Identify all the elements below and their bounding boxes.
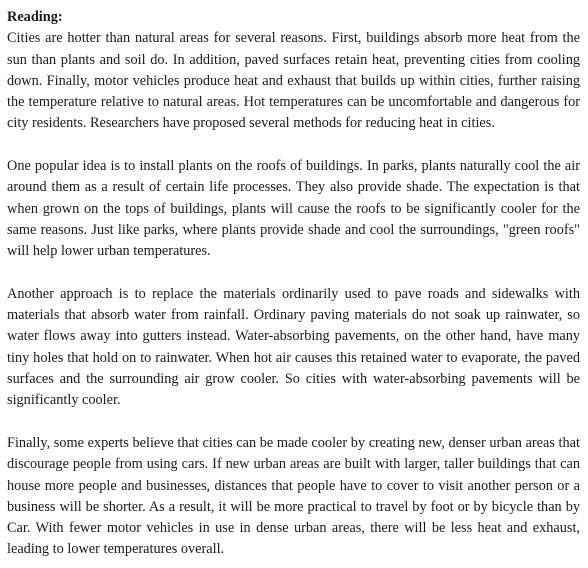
- paragraph-gap: [7, 135, 580, 156]
- paragraph-urban-heat-causes: Cities are hotter than natural areas for several reasons. First, buildings absorb more heat from the sun than plants and soil do. In addition, paved surfaces retain heat, preventing cities from cooling down. Finally, motor vehicles produce heat and exhaust that builds up within cities, further raising the temperature relative to natural areas. Hot temperatures can be uncomfortable and dangerous for city residents. Researchers have proposed several methods for reducing heat in cities.: [7, 30, 580, 132]
- paragraph-dense-urban-areas: Finally, some experts believe that cities can be made cooler by creating new, denser urban areas that discourage people from using cars. If new urban areas are built with larger, taller buildings that can house more people and businesses, distances that people have to cover to visit another person or a business will be shorter. As a result, it will be more practical to travel by foot or by bicycle than by Car. With fewer motor vehicles in use in dense urban areas, there will be less heat and exhaust, leading to lower temperatures overall.: [7, 434, 580, 558]
- paragraph-water-absorbing-pavements: Another approach is to replace the materials ordinarily used to pave roads and sidewalks with materials that absorb water from rainfall. Ordinary paving materials do not soak up rainwater, so water flows away into gutters instead. Water-absorbing pavements, on the other hand, have many tiny holes that hold on to rainwater. When hot air causes this retained water to evaporate, the paved surfaces and the surrounding air grow cooler. So cities with water-absorbing pavements will be significantly cooler.: [7, 285, 580, 409]
- paragraph-green-roofs: One popular idea is to install plants on the roofs of buildings. In parks, plants naturally cool the air around them as a result of certain life processes. They also provide shade. The expectation is that when grown on the tops of buildings, plants will cause the roofs to be significantly cooler for the same reasons. Just like parks, where plants provide shade and cool the surroundings, "green roofs" will help lower urban temperatures.: [7, 158, 580, 260]
- paragraph-gap: [7, 412, 580, 433]
- reading-heading: Reading:: [7, 9, 63, 25]
- paragraph-gap: [7, 263, 580, 284]
